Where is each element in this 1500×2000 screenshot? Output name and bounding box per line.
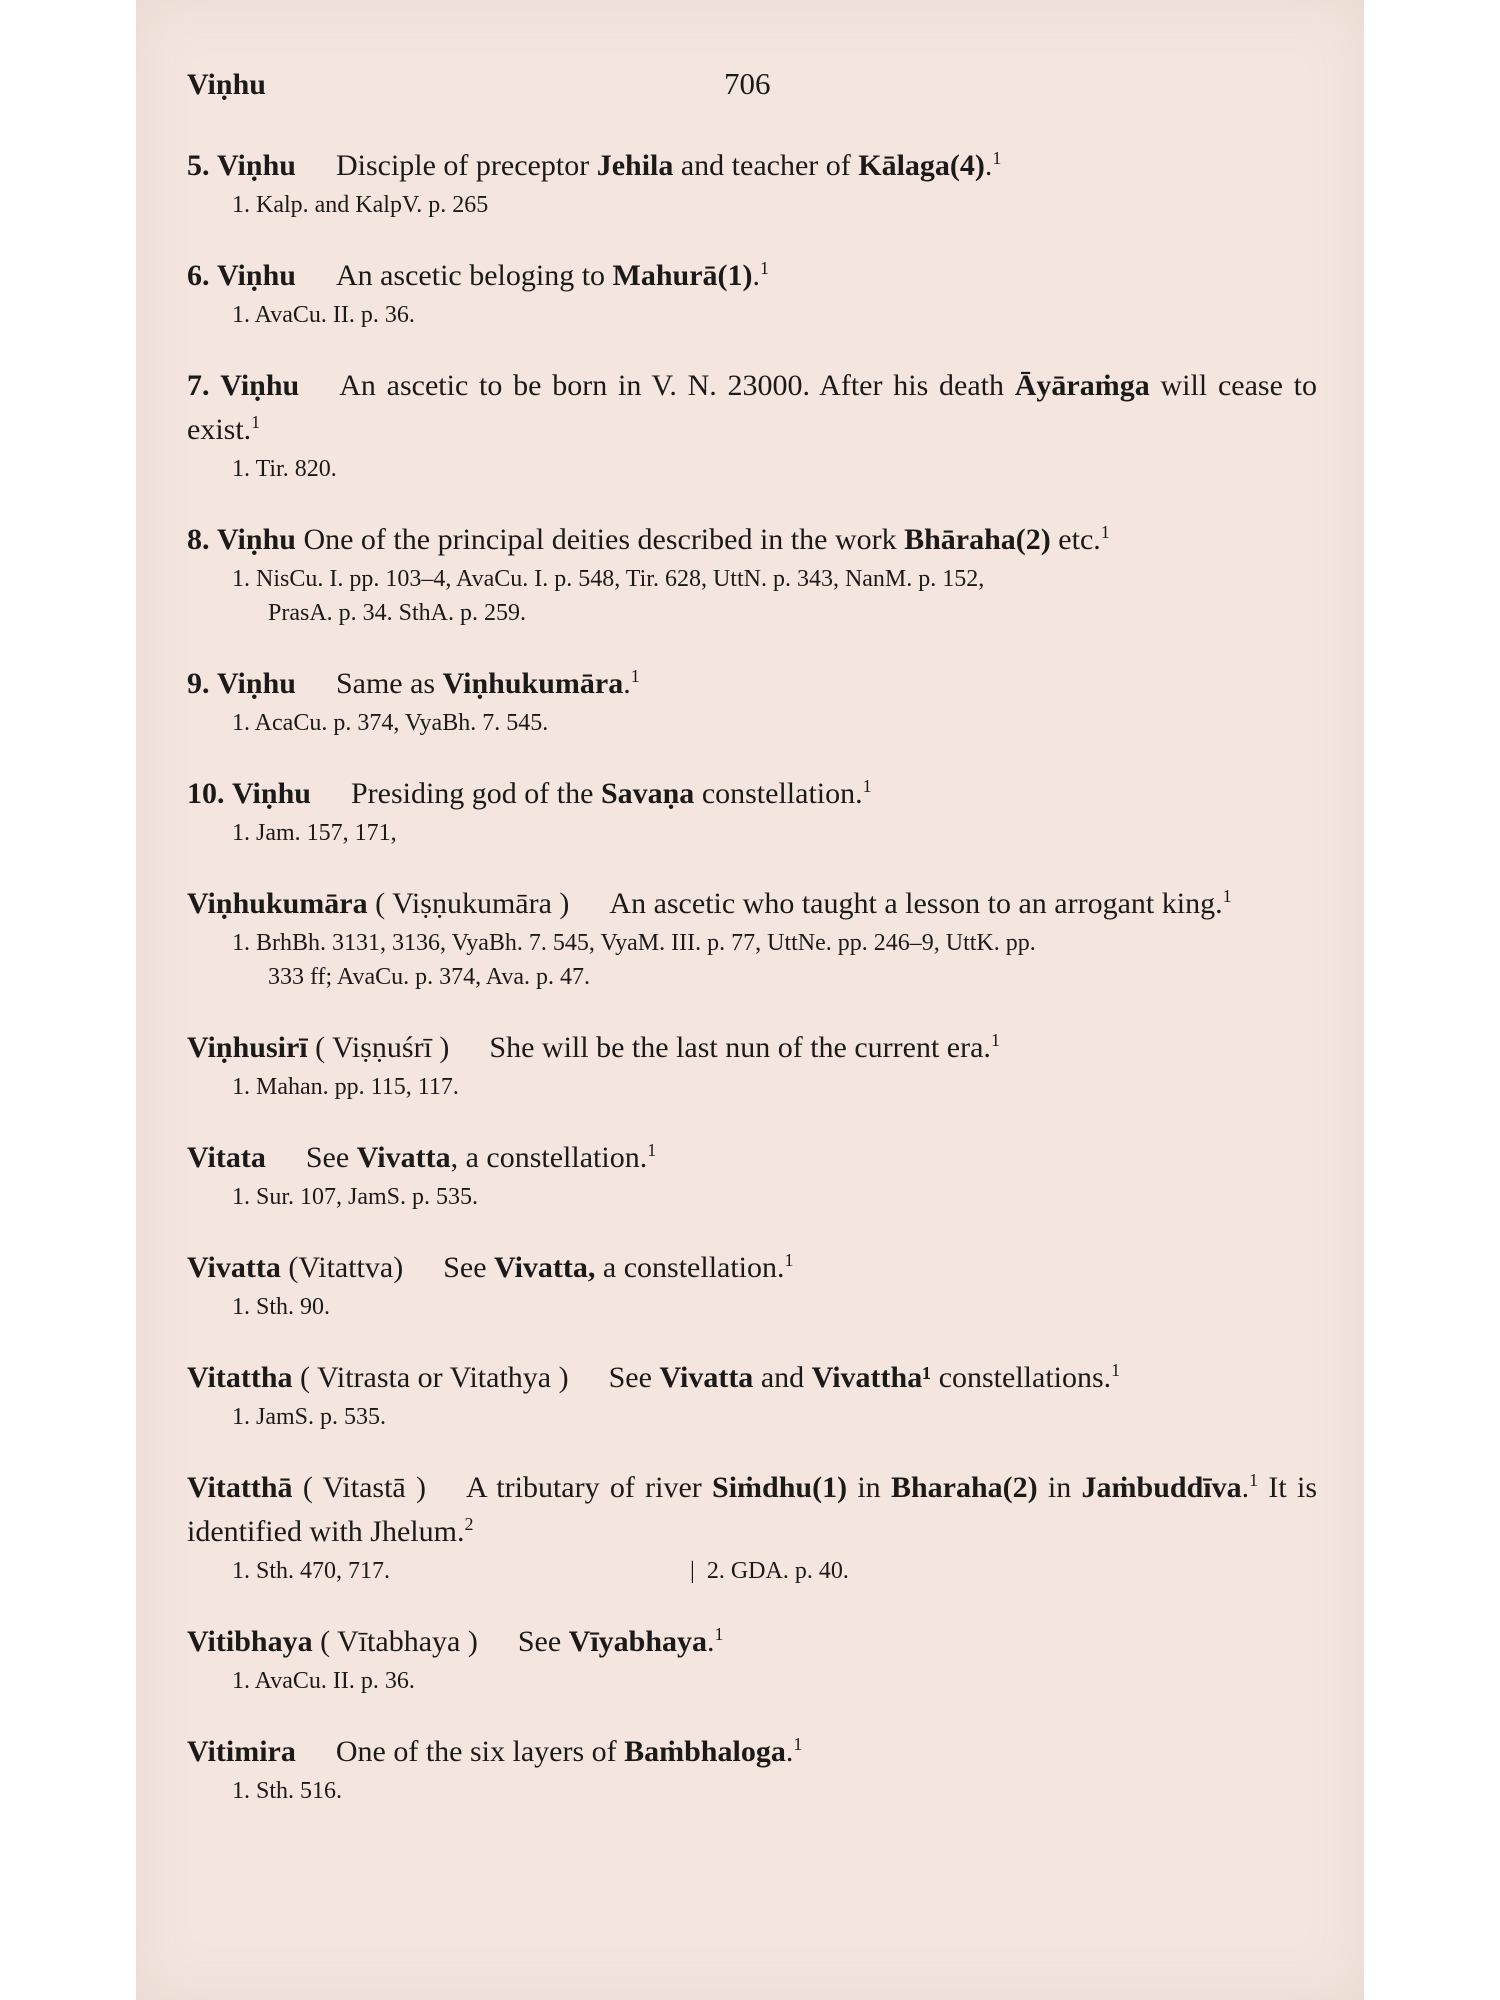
entry-bold: Baṁbhaloga [624, 1735, 786, 1768]
entry-body: See [608, 1361, 660, 1394]
entry-text [187, 1136, 1317, 1180]
footnote-text: 1. AcaCu. p. 374, VyaBh. 7. 545. [232, 710, 549, 736]
entry-body: constellation. [694, 777, 863, 810]
headword: Viṇhu [232, 777, 311, 810]
footnote-text: 1. Sth. 470, 717. [232, 1558, 391, 1584]
footnote-marker: 1 [1111, 1360, 1121, 1380]
entry-bold: Vīyabhaya [568, 1625, 708, 1658]
running-head: Viṇhu [187, 68, 266, 101]
entry-vinhukumara [187, 882, 1317, 994]
entry-text [187, 1246, 1317, 1290]
entry-bold: Vivatta [356, 1141, 451, 1174]
entry-body: A tributary of river [466, 1471, 713, 1504]
entry-bold: Āyāraṁga [1014, 369, 1150, 402]
entry-bold: Jaṁbuddīva [1081, 1471, 1242, 1504]
headword: Viṇhusirī [187, 1031, 308, 1064]
entry-vinhu-10 [187, 772, 1317, 850]
entry-body: . [623, 667, 631, 700]
footnote-text: 1. AvaCu. II. p. 36. [232, 302, 415, 328]
entry-body: . [1241, 1471, 1250, 1504]
entry-body: Same as [335, 667, 443, 700]
entry-body: Disciple of preceptor [335, 149, 597, 182]
entry-body: and [753, 1361, 812, 1394]
footnote-text: 1. JamS. p. 535. [232, 1404, 387, 1430]
entry-body: She will be the last nun of the current era. [489, 1031, 991, 1064]
headword: Viṇhu [217, 667, 296, 700]
entry-text [187, 518, 1317, 562]
headword: Vitata [187, 1141, 266, 1174]
footnote [187, 926, 1317, 994]
footnote-marker: 1 [992, 148, 1002, 168]
footnote-text: 1. AvaCu. II. p. 36. [232, 1668, 415, 1694]
footnote-marker: 1 [793, 1734, 803, 1754]
entry-number: 8. [187, 523, 210, 556]
entry-number: 7. [187, 369, 210, 402]
footnote-marker: 2 [464, 1514, 474, 1534]
footnote-text: 1. NisCu. I. pp. 103–4, AvaCu. I. p. 548, Tir. 628, UttN. p. 343, NanM. p. 152, [232, 566, 985, 592]
headword: Vitibhaya [187, 1625, 313, 1658]
entry-vinhu-8 [187, 518, 1317, 630]
entry-number: 10. [187, 777, 225, 810]
entry-bold: Siṁdhu(1) [712, 1471, 848, 1504]
entry-vinhu-7 [187, 364, 1317, 486]
entry-body: See [517, 1625, 569, 1658]
entry-body: , a constellation. [450, 1141, 648, 1174]
entry-body: See [443, 1251, 495, 1284]
entry-body: . [785, 1735, 794, 1768]
entry-text [187, 772, 1317, 816]
footnote-marker: 1 [251, 412, 261, 432]
headword: Viṇhu [220, 369, 300, 402]
headword-sanskrit: ( Vītabhaya ) [320, 1625, 478, 1658]
footnote-marker: 1 [1222, 886, 1232, 906]
footnote [187, 1290, 1317, 1324]
entry-body: One of the principal deities described in the work [303, 523, 905, 556]
entry-bold: Savaṇa [600, 777, 695, 810]
entry-text [187, 662, 1317, 706]
entry-body: will cease to exist. [187, 369, 1317, 446]
entry-body: Presiding god of the [350, 777, 601, 810]
entry-text [187, 1620, 1317, 1664]
entry-bold: Viṇhukumāra [442, 667, 624, 700]
footnote-marker: 1 [630, 666, 640, 686]
entry-text [187, 1356, 1317, 1400]
footnote-text: 2. GDA. p. 40. [706, 1558, 849, 1584]
footnote-marker: 1 [1249, 1470, 1259, 1490]
entry-body: An ascetic to be born in V. N. 23000. After his death [339, 369, 1015, 402]
entry-bold: Kālaga(4) [858, 149, 985, 182]
entry-body: It is identified with Jhelum. [187, 1471, 1318, 1548]
footnote [187, 1400, 1317, 1434]
footnote-text: 1. Jam. 157, 171, [232, 820, 397, 846]
entry-body: . [752, 259, 761, 292]
footnote-marker: 1 [990, 1030, 1000, 1050]
footnote-text: 1. Sur. 107, JamS. p. 535. [232, 1184, 479, 1210]
footnote-text: 1. BrhBh. 3131, 3136, VyaBh. 7. 545, VyaM. III. p. 77, UttNe. pp. 246–9, UttK. pp. [232, 930, 1036, 956]
entry-bold: Mahurā(1) [612, 259, 753, 292]
footnote [187, 298, 1317, 332]
footnote-marker: 1 [862, 776, 872, 796]
entry-body: in [1037, 1471, 1082, 1504]
entry-text [187, 1730, 1317, 1774]
headword: Vivatta [187, 1251, 281, 1284]
entry-vinhu-9 [187, 662, 1317, 740]
entry-vinhusiri [187, 1026, 1317, 1104]
footnote [187, 1070, 1317, 1104]
entry-vitattha [187, 1356, 1317, 1434]
dictionary-entries [187, 144, 1317, 1840]
footnote-text: 1. Sth. 90. [232, 1294, 331, 1320]
entry-vinhu-6 [187, 254, 1317, 332]
entry-number: 9. [187, 667, 210, 700]
footnote [187, 452, 1317, 486]
entry-bold: Jehila [596, 149, 674, 182]
entry-text [187, 364, 1317, 452]
headword-sanskrit: ( Viṣṇuśrī ) [315, 1031, 450, 1064]
headword: Vitattha [187, 1361, 293, 1394]
footnote-continuation: PrasA. p. 34. SthA. p. 259. [268, 600, 527, 626]
entry-text [187, 1466, 1317, 1554]
entry-vitattha-river [187, 1466, 1317, 1588]
entry-text [187, 882, 1317, 926]
footnote [187, 1664, 1317, 1698]
entry-body: and teacher of [673, 149, 859, 182]
footnote-marker: 1 [760, 258, 770, 278]
headword: Vitimira [187, 1735, 296, 1768]
entry-bold: Bharaha(2) [890, 1471, 1038, 1504]
footnote [187, 1774, 1317, 1808]
footnote-marker: 1 [647, 1140, 657, 1160]
footnote-marker: 1 [714, 1624, 724, 1644]
headword-sanskrit: ( Vitastā ) [302, 1471, 426, 1504]
headword-sanskrit: ( Viṣṇukumāra ) [375, 887, 570, 920]
footnote-continuation: 333 ff; AvaCu. p. 374, Ava. p. 47. [268, 964, 590, 990]
entry-body: An ascetic beloging to [335, 259, 613, 292]
entry-bold: Vivatta, [494, 1251, 596, 1284]
footnote [187, 816, 1317, 850]
footnote-separator: | [690, 1558, 707, 1584]
footnote [187, 706, 1317, 740]
page-number: 706 [724, 66, 771, 101]
entry-body: . [984, 149, 993, 182]
headword: Viṇhu [217, 259, 296, 292]
headword: Viṇhu [217, 149, 296, 182]
entry-text [187, 254, 1317, 298]
entry-number: 6. [187, 259, 210, 292]
entry-bold: Bhāraha(2) [904, 523, 1051, 556]
entry-body: in [847, 1471, 891, 1504]
footnote [187, 188, 1317, 222]
footnote [187, 562, 1317, 630]
entry-body: . [707, 1625, 715, 1658]
footnote-text: 1. Tir. 820. [232, 456, 337, 482]
entry-text [187, 144, 1317, 188]
headword-sanskrit: ( Vitrasta or Vitathya ) [300, 1361, 569, 1394]
headword: Viṇhukumāra [187, 887, 368, 920]
entry-body: One of the six layers of [335, 1735, 625, 1768]
entry-body: etc. [1050, 523, 1101, 556]
scanned-page [136, 0, 1364, 2000]
entry-number: 5. [187, 149, 210, 182]
entry-vinhu-5 [187, 144, 1317, 222]
headword: Vitatthā [187, 1471, 293, 1504]
entry-body: constellations. [931, 1361, 1112, 1394]
footnote-marker: 1 [1100, 522, 1110, 542]
footnote [187, 1180, 1317, 1214]
headword-sanskrit: (Vitattva) [288, 1251, 404, 1284]
entry-bold: Vivattha¹ [811, 1361, 932, 1394]
entry-vitimira [187, 1730, 1317, 1808]
entry-vitata [187, 1136, 1317, 1214]
footnote [187, 1554, 1317, 1588]
footnote-text: 1. Kalp. and KalpV. p. 265 [232, 192, 489, 218]
footnote-text: 1. Mahan. pp. 115, 117. [232, 1074, 459, 1100]
entry-body: An ascetic who taught a lesson to an arrogant king. [609, 887, 1223, 920]
entry-body: a constellation. [595, 1251, 785, 1284]
footnote-marker: 1 [784, 1250, 794, 1270]
headword: Viṇhu [217, 523, 296, 556]
entry-bold: Vivatta [659, 1361, 754, 1394]
footnote-text: 1. Sth. 516. [232, 1778, 343, 1804]
entry-vivatta [187, 1246, 1317, 1324]
entry-vitibhaya [187, 1620, 1317, 1698]
entry-text [187, 1026, 1317, 1070]
entry-body: See [305, 1141, 357, 1174]
